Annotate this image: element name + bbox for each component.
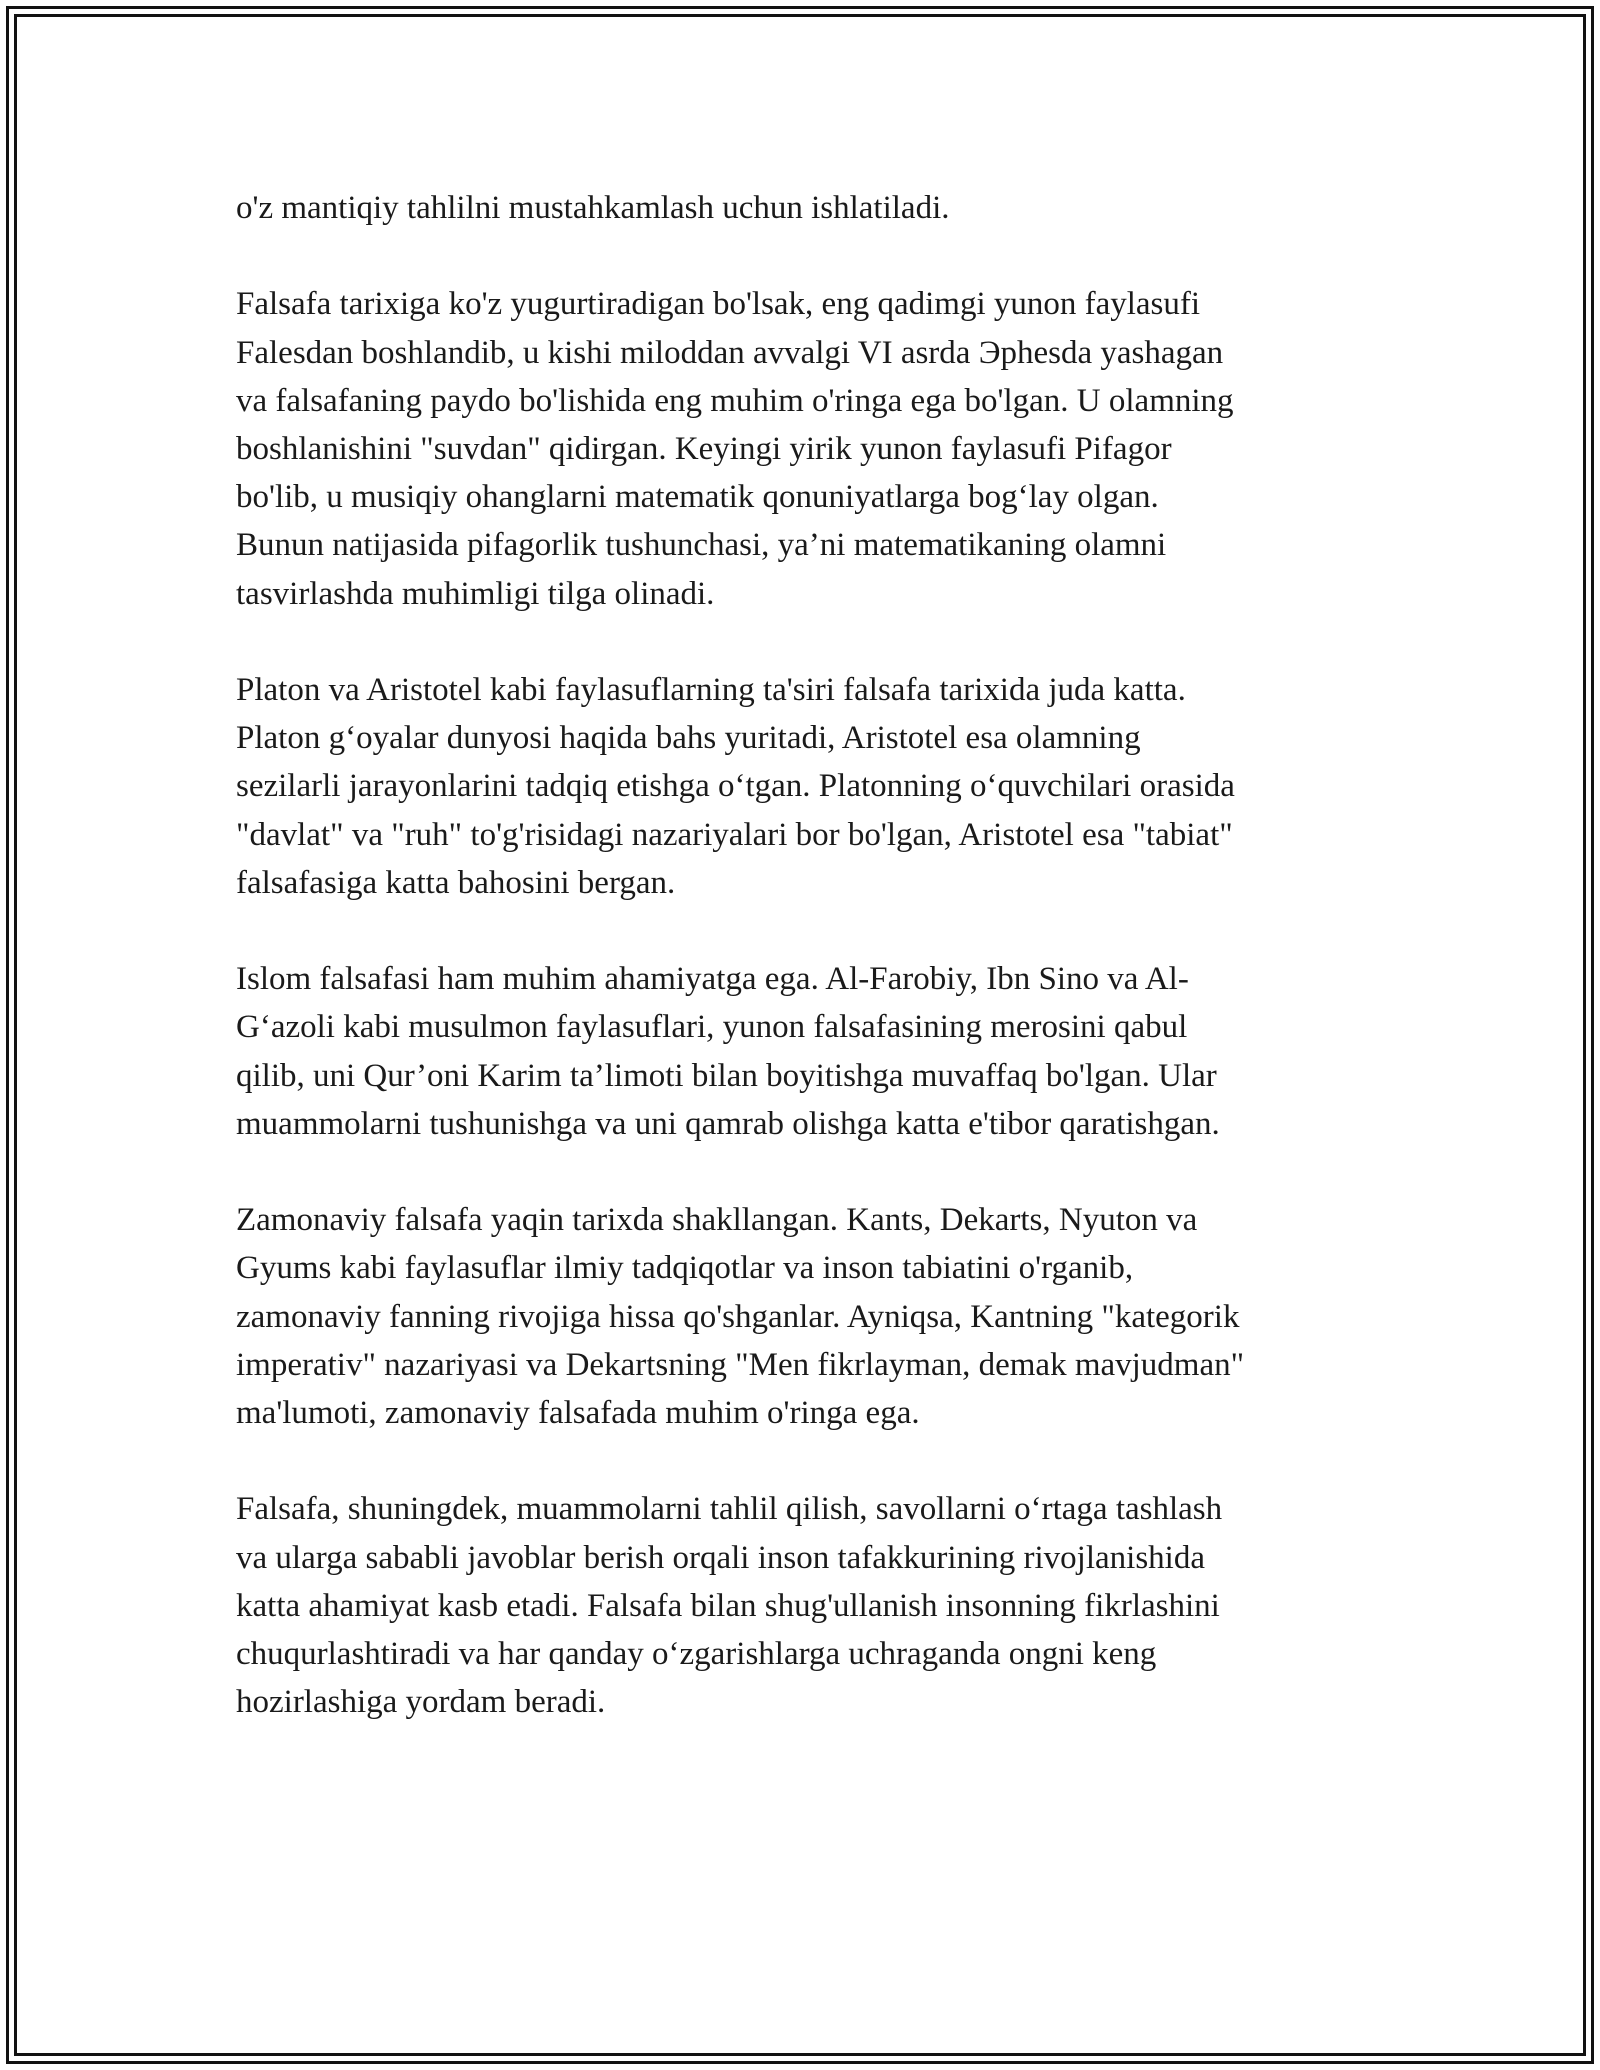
text-line: Islom falsafasi ham muhim ahamiyatga ega. Al-Farobiy, Ibn Sino va Al-: [236, 961, 1189, 998]
paragraph-4: [236, 955, 1396, 1148]
text-line: Bunun natijasida pifagorlik tushunchasi, ya’ni matematikaning olamni: [236, 527, 1167, 564]
text-line: va ularga sababli javoblar berish orqali inson tafakkurining rivojlanishida: [236, 1539, 1205, 1576]
text-line: "davlat" va "ruh" to'g'risidagi nazariyalari bor bo'lgan, Aristotel esa "tabiat": [236, 816, 1233, 853]
text-line: Platon g‘oyalar dunyosi haqida bahs yuritadi, Aristotel esa olamning: [236, 720, 1141, 757]
text-line: o'z mantiqiy tahlilni mustahkamlash uchun ishlatiladi.: [236, 190, 950, 226]
text-line: zamonaviy fanning rivojiga hissa qo'shganlar. Ayniqsa, Kantning "kategorik: [236, 1298, 1240, 1335]
text-line: bo'lib, u musiqiy ohanglarni matematik qonuniyatlarga bog‘lay olgan.: [236, 479, 1159, 516]
text-line: boshlanishini "suvdan" qidirgan. Keyingi yirik yunon faylasufi Pifagor: [236, 431, 1172, 467]
text-line: ma'lumoti, zamonaviy falsafada muhim o'ringa ega.: [236, 1395, 920, 1432]
paragraph-3: [236, 666, 1396, 907]
text-line: va falsafaning paydo bo'lishida eng muhim o'ringa ega bo'lgan. U olamning: [236, 382, 1234, 419]
text-line: Platon va Aristotel kabi faylasuflarning ta'siri falsafa tarixida juda katta.: [236, 672, 1186, 708]
text-line: qilib, uni Qur’oni Karim ta’limoti bilan boyitishga muvaffaq bo'lgan. Ular: [236, 1057, 1217, 1094]
text-line: katta ahamiyat kasb etadi. Falsafa bilan shug'ullanish insonning fikrlashini: [236, 1587, 1220, 1624]
text-line: Zamonaviy falsafa yaqin tarixda shakllangan. Kants, Dekarts, Nyuton va: [236, 1202, 1198, 1239]
text-line: Falsafa, shuningdek, muammolarni tahlil qilish, savollarni o‘rtaga tashlash: [236, 1491, 1223, 1528]
document-body: [236, 184, 1396, 1775]
text-line: hozirlashiga yordam beradi.: [236, 1684, 606, 1721]
paragraph-6: [236, 1485, 1396, 1726]
text-line: G‘azoli kabi musulmon faylasuflari, yunon falsafasining merosini qabul: [236, 1009, 1188, 1046]
text-line: muammolarni tushunishga va uni qamrab olishga katta e'tibor qaratishgan.: [236, 1105, 1220, 1142]
text-line: falsafasiga katta bahosini bergan.: [236, 864, 676, 901]
text-line: imperativ" nazariyasi va Dekartsning "Men fikrlayman, demak mavjudman": [236, 1346, 1245, 1383]
text-line: Gyums kabi faylasuflar ilmiy tadqiqotlar va inson tabiatini o'rganib,: [236, 1250, 1134, 1287]
paragraph-5: [236, 1196, 1396, 1437]
paragraph-1: [236, 184, 1396, 232]
text-line: Falesdan boshlandib, u kishi miloddan avvalgi VI asrda Эphesda yashagan: [236, 334, 1224, 371]
text-line: Falsafa tarixiga ko'z yugurtiradigan bo'lsak, eng qadimgi yunon faylasufi: [236, 286, 1201, 323]
paragraph-2: [236, 280, 1396, 617]
text-line: chuqurlashtiradi va har qanday o‘zgarishlarga uchraganda ongni keng: [236, 1636, 1157, 1673]
text-line: sezilarli jarayonlarini tadqiq etishga o‘tgan. Platonning o‘quvchilari orasida: [236, 768, 1235, 805]
text-line: tasvirlashda muhimligi tilga olinadi.: [236, 575, 715, 612]
